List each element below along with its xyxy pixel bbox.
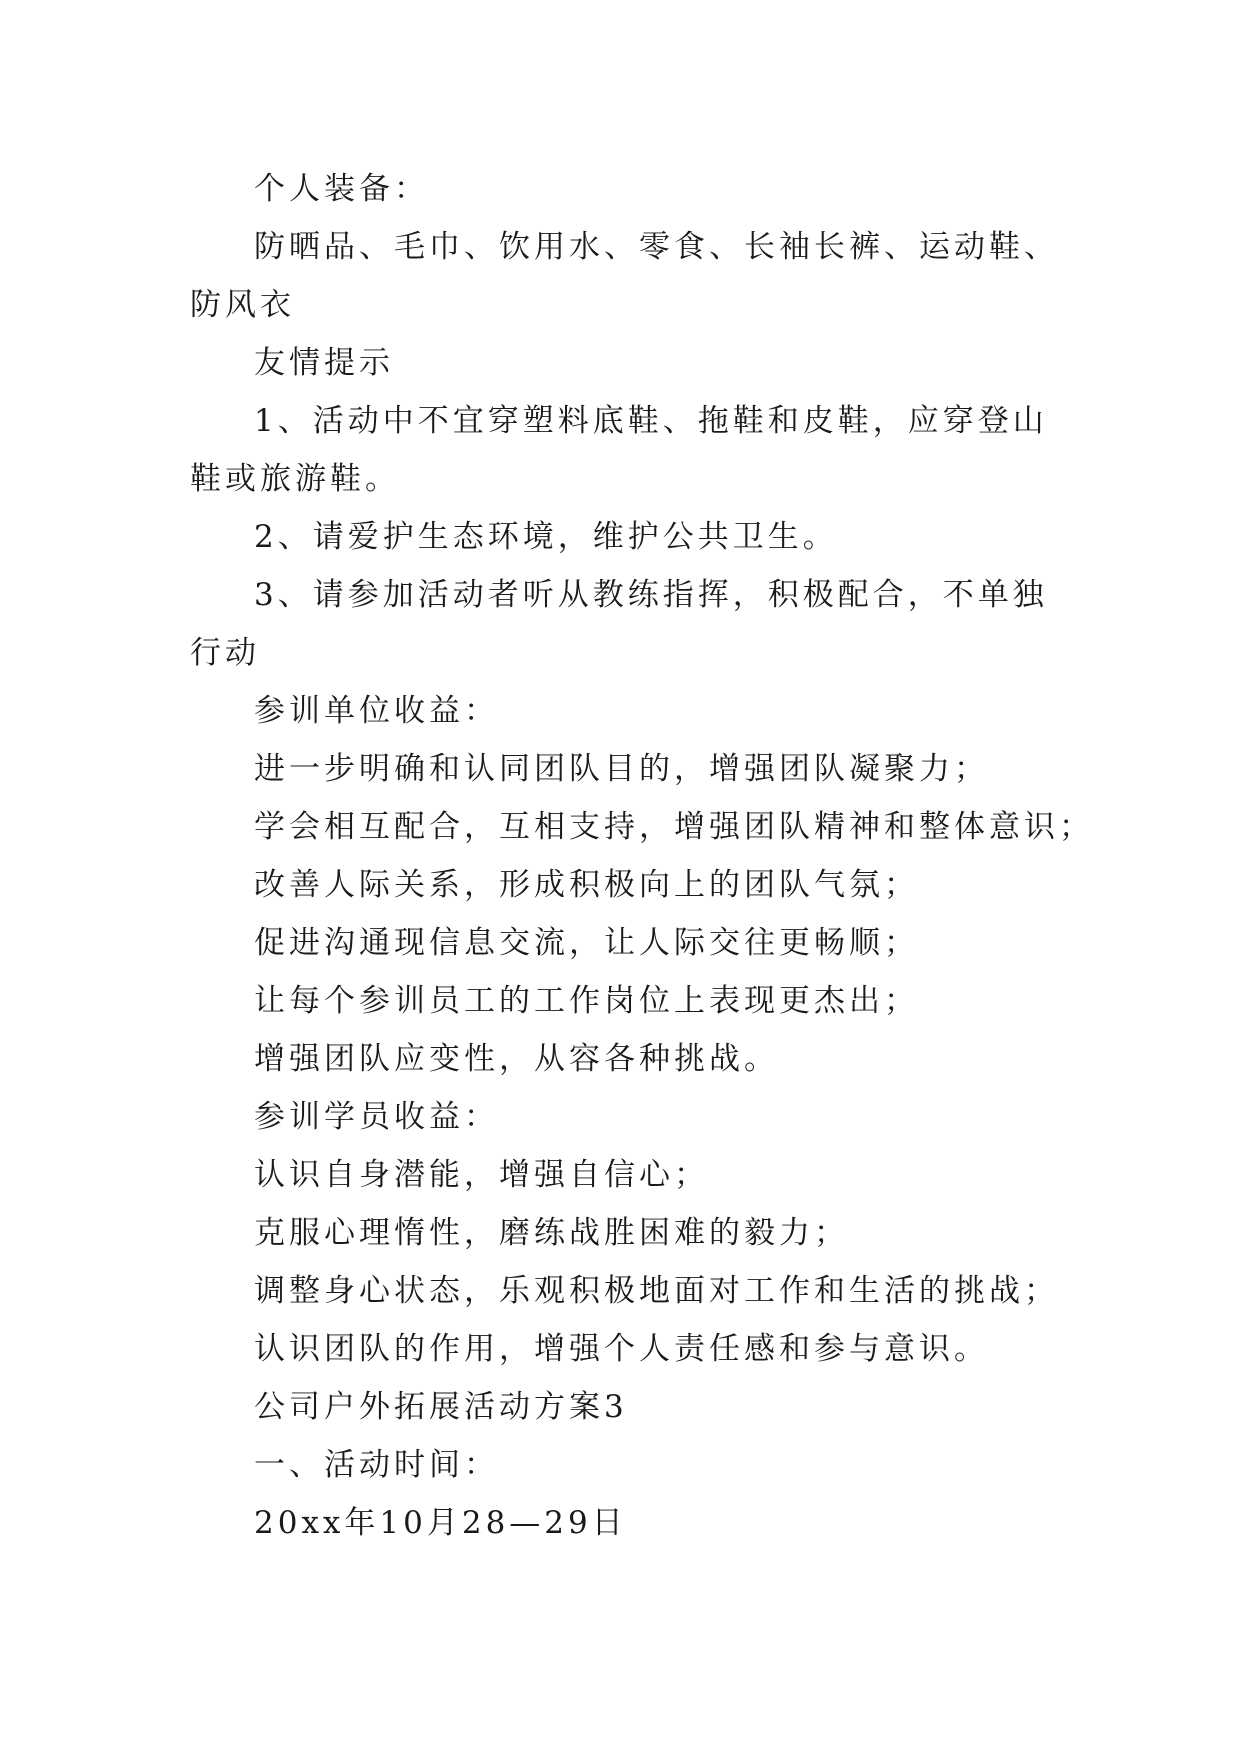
paragraph-personal-equipment-heading: 个人装备： xyxy=(254,171,429,207)
paragraph-trainee-benefit-1: 认识自身潜能，增强自信心； xyxy=(254,1157,709,1193)
paragraph-tip-3: 3、请参加活动者听从教练指挥，积极配合，不单独行动 xyxy=(190,577,1048,671)
paragraph-unit-benefit-1: 进一步明确和认同团队目的，增强团队凝聚力； xyxy=(254,751,989,787)
paragraph-friendly-tips-heading: 友情提示 xyxy=(254,345,394,381)
paragraph-trainee-benefits-heading: 参训学员收益： xyxy=(254,1099,499,1135)
paragraph-unit-benefit-3: 改善人际关系，形成积极向上的团队气氛； xyxy=(254,867,919,903)
paragraph-activity-time-heading: 一、活动时间： xyxy=(254,1447,499,1483)
paragraph-plan-3-title: 公司户外拓展活动方案3 xyxy=(254,1389,628,1425)
paragraph-unit-benefit-5: 让每个参训员工的工作岗位上表现更杰出； xyxy=(254,983,919,1019)
paragraph-tip-2: 2、请爱护生态环境，维护公共卫生。 xyxy=(254,519,838,555)
paragraph-tip-1: 1、活动中不宜穿塑料底鞋、拖鞋和皮鞋，应穿登山鞋或旅游鞋。 xyxy=(190,403,1048,497)
paragraph-trainee-benefit-4: 认识团队的作用，增强个人责任感和参与意识。 xyxy=(254,1331,989,1367)
document-body xyxy=(190,160,1094,1552)
paragraph-trainee-benefit-3: 调整身心状态，乐观积极地面对工作和生活的挑战； xyxy=(254,1273,1059,1309)
paragraph-unit-benefit-6: 增强团队应变性，从容各种挑战。 xyxy=(254,1041,779,1077)
paragraph-unit-benefit-2: 学会相互配合，互相支持，增强团队精神和整体意识； xyxy=(254,809,1094,845)
paragraph-trainee-benefit-2: 克服心理惰性，磨练战胜困难的毅力； xyxy=(254,1215,849,1251)
paragraph-activity-date: 20xx年10月28—29日 xyxy=(254,1505,627,1541)
paragraph-unit-benefit-4: 促进沟通现信息交流，让人际交往更畅顺； xyxy=(254,925,919,961)
paragraph-unit-benefits-heading: 参训单位收益： xyxy=(254,693,499,729)
paragraph-personal-equipment-list: 防晒品、毛巾、饮用水、零食、长袖长裤、运动鞋、防风衣 xyxy=(190,229,1059,323)
